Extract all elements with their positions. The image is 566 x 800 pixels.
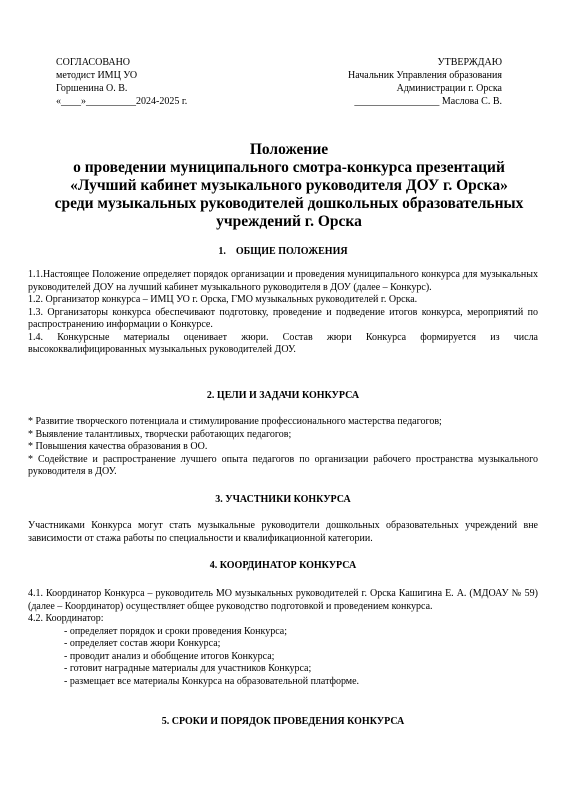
paragraph-4-1: 4.1. Координатор Конкурса – руководитель МО музыкальных руководителей г. Орска Кашигина Е. А. (МДОАУ № 59) (далее – Координатор) осуществляет общее руководство подготовкой и проведением конкурса.: [28, 588, 538, 612]
paragraph-4-2: 4.2. Координатор:: [28, 613, 104, 624]
section-1-title: ОБЩИЕ ПОЛОЖЕНИЯ: [235, 246, 348, 257]
title-line: учреждений г. Орска: [216, 213, 362, 230]
agreed-date: «____»__________2024-2025 г.: [56, 96, 188, 107]
coordinator-duty: - готовит наградные материалы для участников Конкурса;: [64, 663, 312, 674]
coordinator-duty: - проводит анализ и обобщение итогов Конкурса;: [64, 650, 275, 662]
approved-signature: _________________ Маслова С. В.: [354, 96, 502, 107]
section-3-body: Участниками Конкурса могут стать музыкальные руководители дошкольных образовательных учреждений вне зависимости от стажа работы по специальности и квалификационной категории.: [28, 520, 538, 544]
section-1-body: [28, 269, 538, 357]
goal-bullet: * Повышения качества образования в ОО.: [28, 441, 208, 452]
section-1-heading: [0, 246, 566, 258]
goal-bullet: * Выявление талантливых, творчески работающих педагогов;: [28, 428, 292, 440]
section-2-heading: 2. ЦЕЛИ И ЗАДАЧИ КОНКУРСА: [206, 390, 360, 401]
approved-label: УТВЕРЖДАЮ: [437, 57, 502, 68]
section-2-body: [28, 416, 538, 479]
section-4-heading: 4. КООРДИНАТОР КОНКУРСА: [209, 560, 357, 571]
title-line: о проведении муниципального смотра-конкурса презентаций: [73, 159, 505, 176]
goal-bullet: * Содействие и распространение лучшего опыта педагогов по организации рабочего пространства музыкального руководителя в ДОУ.: [28, 453, 538, 477]
paragraph-1-4: 1.4. Конкурсные материалы оценивает жюри. Состав жюри Конкурса формируется из числа высококвалифицированных музыкальных руководителей ДОУ.: [28, 331, 538, 355]
agreed-position: методист ИМЦ УО: [56, 70, 138, 81]
title-line: «Лучший кабинет музыкального руководителя ДОУ г. Орска»: [70, 177, 508, 194]
agreed-name: Горшенина О. В.: [56, 83, 128, 94]
paragraph-1-2: 1.2. Организатор конкурса – ИМЦ УО г. Орска, ГМО музыкальных руководителей г. Орска.: [28, 294, 418, 305]
coordinator-duty: - определяет порядок и сроки проведения Конкурса;: [64, 625, 287, 637]
section-3-heading: 3. УЧАСТНИКИ КОНКУРСА: [215, 494, 351, 505]
paragraph-1-3: 1.3. Организаторы конкурса обеспечивают подготовку, проведение и подведение итогов конкурса, мероприятий по распространению информации о Конкурсе.: [28, 306, 538, 330]
coordinator-duty: - определяет состав жюри Конкурса;: [64, 638, 221, 649]
coordinator-duty: - размещает все материалы Конкурса на образовательной платформе.: [64, 675, 360, 687]
section-5-heading: 5. СРОКИ И ПОРЯДОК ПРОВЕДЕНИЯ КОНКУРСА: [161, 716, 405, 727]
goal-bullet: * Развитие творческого потенциала и стимулирование профессионального мастерства педагогов;: [28, 416, 442, 427]
title-line: Положение: [249, 141, 329, 158]
agreed-block: [56, 56, 187, 108]
title-line: среди музыкальных руководителей дошкольных образовательных: [54, 195, 524, 212]
agreed-label: СОГЛАСОВАНО: [56, 57, 131, 68]
approved-organization: Администрации г. Орска: [396, 83, 502, 94]
section-1-number: 1.: [218, 246, 226, 257]
approved-position: Начальник Управления образования: [348, 70, 502, 81]
paragraph-1-1: 1.1.Настоящее Положение определяет порядок организации и проведения муниципального конкурса для музыкальных руководителей ДОУ на лучший кабинет музыкального руководителя в ДОУ (далее – Конкурс).: [28, 269, 538, 293]
approved-block: [348, 56, 502, 108]
document-title: [40, 141, 538, 231]
section-4-body: [28, 588, 538, 688]
